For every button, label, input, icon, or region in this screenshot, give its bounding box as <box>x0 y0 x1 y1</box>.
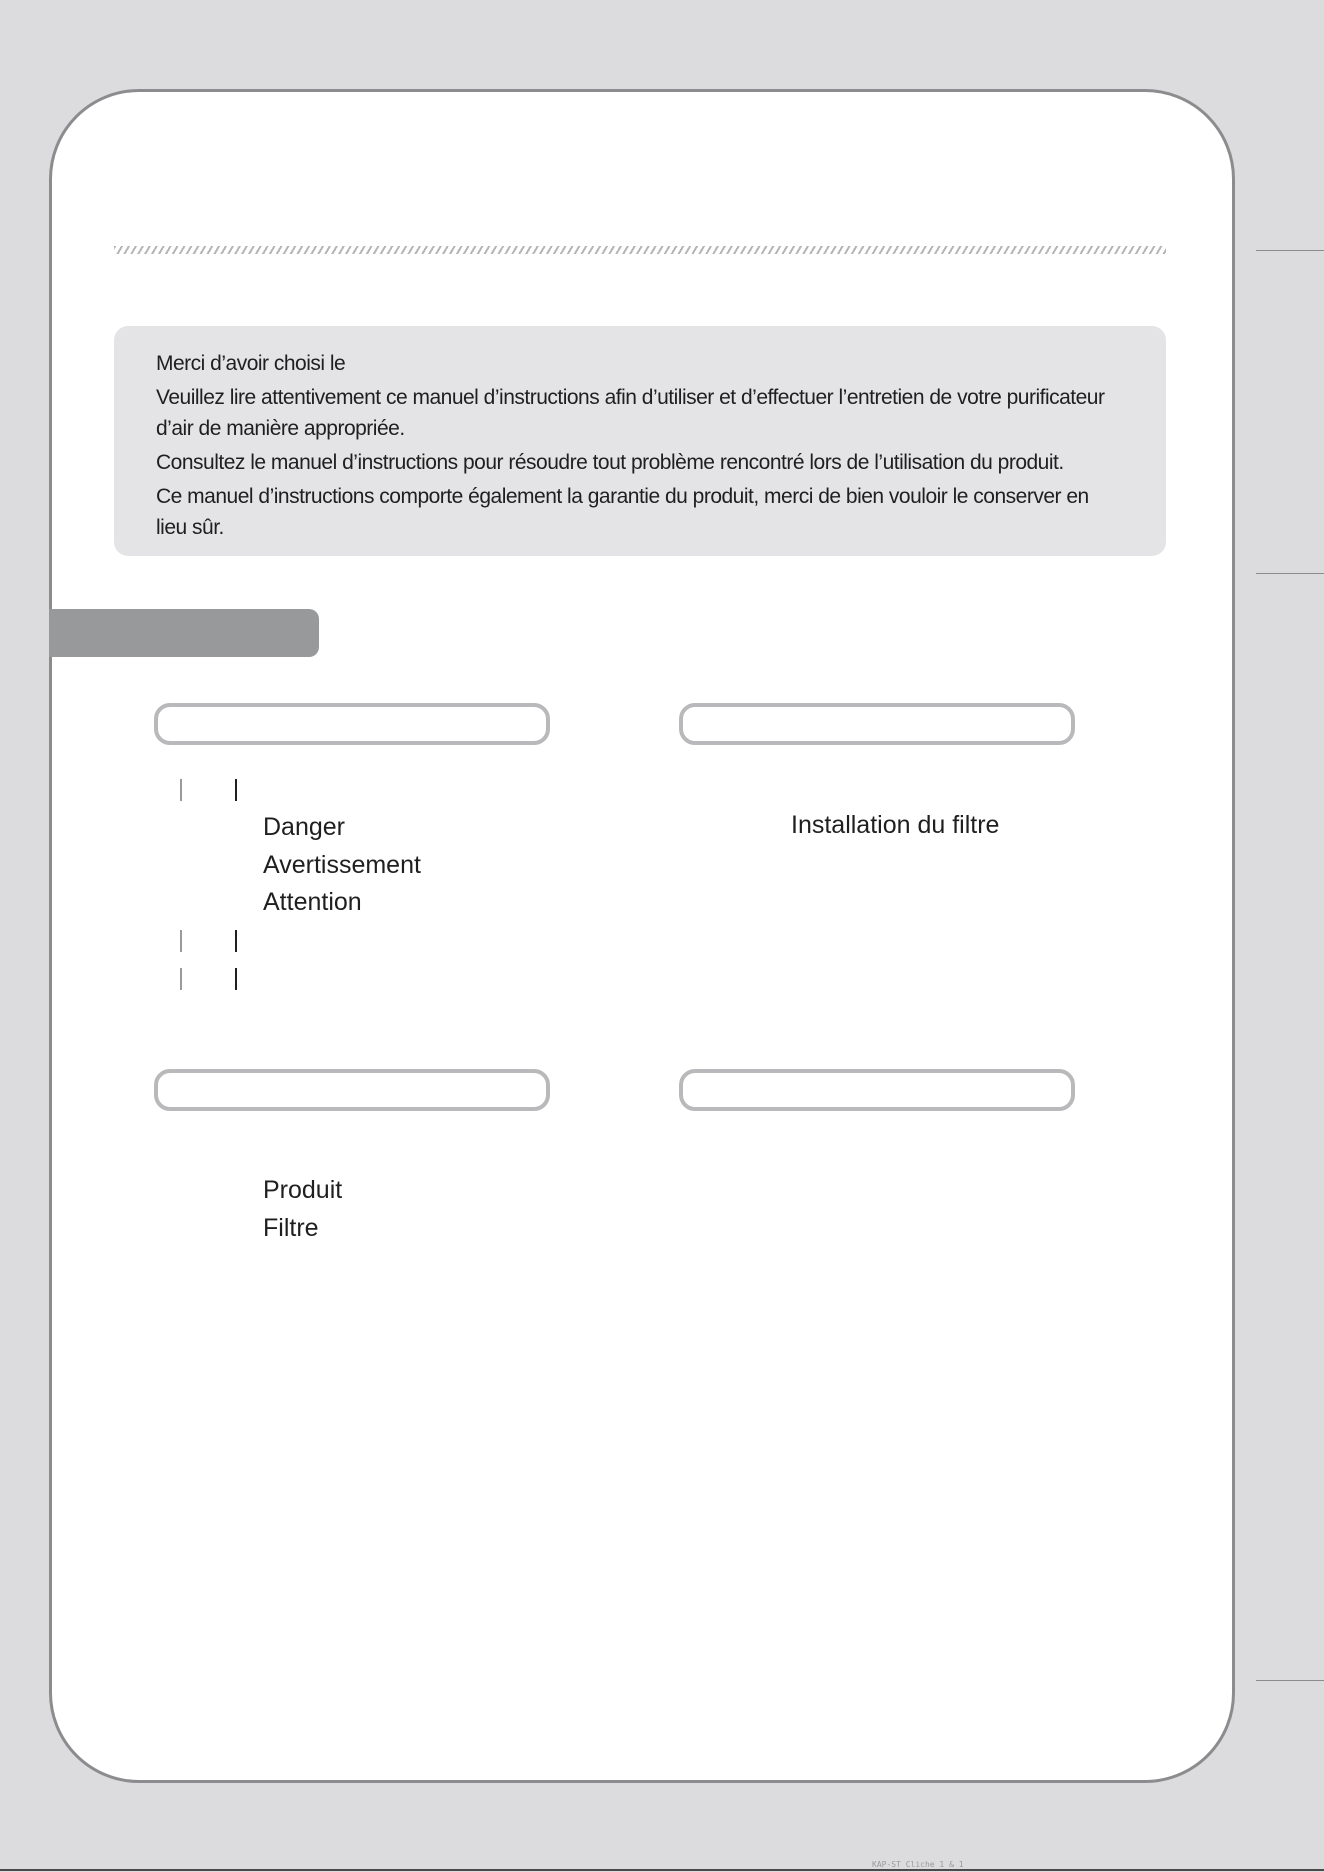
toc-marker-light <box>180 779 182 801</box>
margin-line <box>1256 573 1324 574</box>
intro-paragraph-read-manual: Veuillez lire attentivement ce manuel d’instructions afin d’utiliser et d’effectuer l’entretien de votre purificateur d’air de manière appropriée. <box>156 386 1105 440</box>
toc-header-safety <box>154 703 550 745</box>
intro-paragraph-troubleshoot: Consultez le manuel d’instructions pour résoudre tout problème rencontré lors de l’utilisation du produit. <box>156 451 1064 474</box>
toc-item-warning[interactable]: Avertissement <box>263 851 421 879</box>
toc-header-other <box>679 1069 1075 1111</box>
toc-item-product[interactable]: Produit <box>263 1176 343 1204</box>
toc-marker <box>235 779 237 801</box>
footer-print-mark: KAP-ST Cliche 1 & 1 <box>872 1860 964 1869</box>
intro-paragraph-thanks: Merci d’avoir choisi le <box>156 352 346 375</box>
toc-item-filter[interactable]: Filtre <box>263 1214 319 1242</box>
toc-header-installation <box>679 703 1075 745</box>
intro-paragraph-warranty: Ce manuel d’instructions comporte également la garantie du produit, merci de bien vouloir le conserver en lieu sûr. <box>156 485 1089 539</box>
toc-header-parts <box>154 1069 550 1111</box>
toc-marker <box>235 968 237 990</box>
toc-item-filter-installation[interactable]: Installation du filtre <box>791 811 1000 839</box>
toc-marker-light <box>180 930 182 952</box>
margin-line <box>1256 250 1324 251</box>
intro-notice-box <box>114 326 1166 556</box>
bottom-rule <box>0 1869 1324 1871</box>
hatched-divider <box>114 246 1166 254</box>
toc-item-danger[interactable]: Danger <box>263 813 345 841</box>
toc-marker <box>235 930 237 952</box>
toc-item-caution[interactable]: Attention <box>263 888 362 916</box>
margin-line <box>1256 1680 1324 1681</box>
toc-marker-light <box>180 968 182 990</box>
contents-section-tab <box>49 609 319 657</box>
